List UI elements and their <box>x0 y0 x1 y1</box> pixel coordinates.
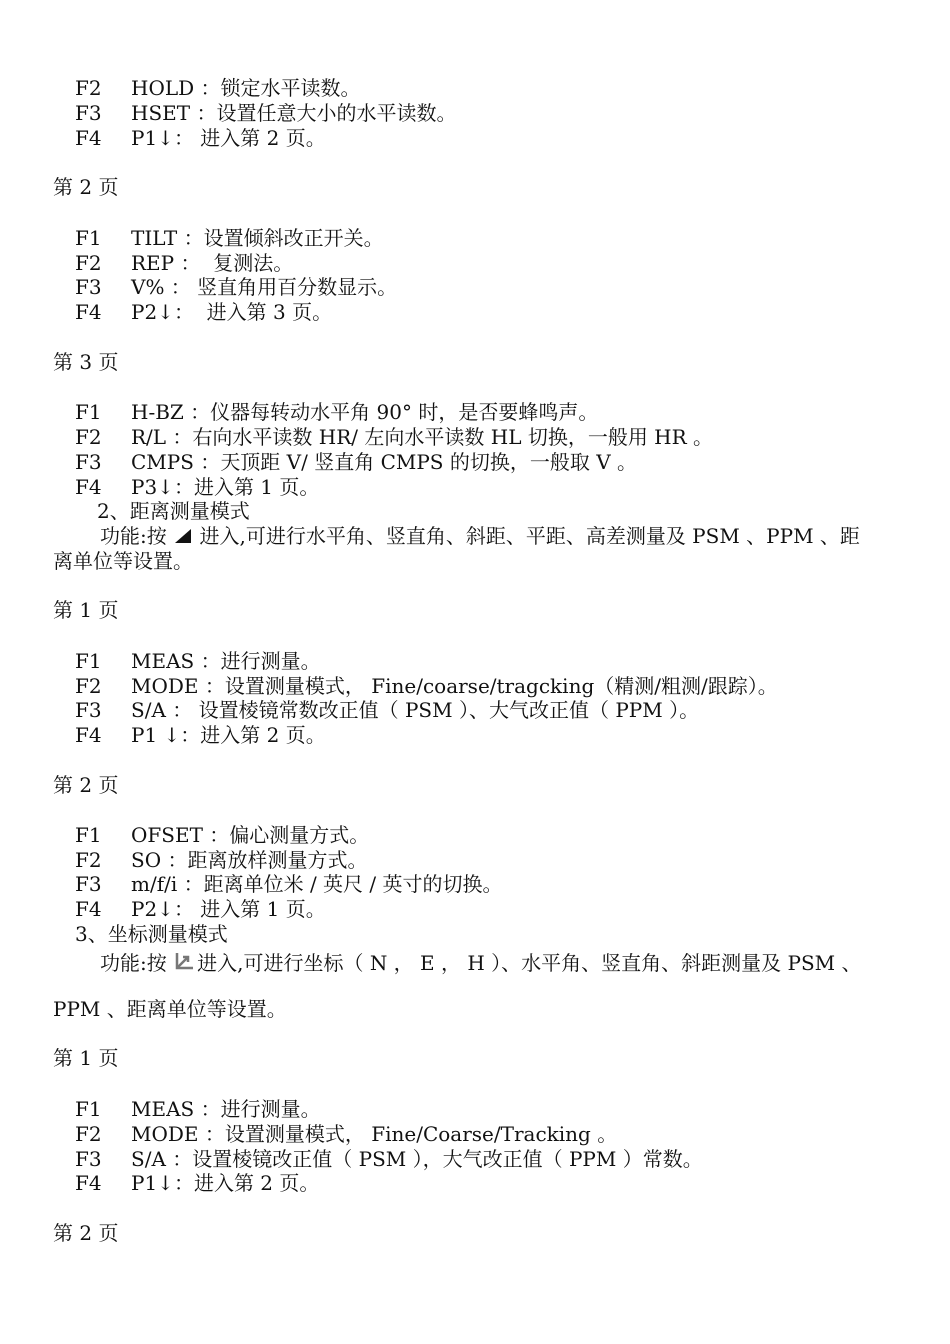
section-paragraph-cont: 离单位等设置。 <box>53 549 193 573</box>
mnemonic: MEAS <box>131 649 195 673</box>
mnemonic: P3↓ <box>131 475 174 499</box>
mnemonic: R/L <box>131 425 167 449</box>
section-title: 3、坐标测量模式 <box>75 922 228 946</box>
list-item <box>75 872 503 896</box>
mnemonic: HOLD <box>131 76 195 100</box>
list-item <box>75 1122 617 1146</box>
key-label: F1 <box>75 1097 102 1121</box>
key-label: F2 <box>75 425 102 449</box>
description: 进入第 1 页。 <box>193 897 326 921</box>
key-label: F2 <box>75 76 102 100</box>
key-label: F4 <box>75 1171 102 1195</box>
description: 设置棱镜改正值（ PSM ），大气改正值（ PPM ）常数。 <box>192 1147 703 1171</box>
list-item <box>75 400 598 424</box>
key-label: F3 <box>75 872 102 896</box>
key-label: F3 <box>75 1147 102 1171</box>
separator: ： <box>173 475 194 499</box>
key-label: F3 <box>75 101 102 125</box>
list-item <box>75 1171 319 1195</box>
key-label: F1 <box>75 649 102 673</box>
key-label: F1 <box>75 226 102 250</box>
key-label: F3 <box>75 275 102 299</box>
separator: ： <box>174 251 201 275</box>
separator: ： <box>194 1097 221 1121</box>
separator: ： <box>194 649 221 673</box>
key-label: F2 <box>75 1122 102 1146</box>
list-item <box>75 897 326 921</box>
description: 设置倾斜改正开关。 <box>203 226 384 250</box>
page-heading: 第 2 页 <box>53 1221 119 1245</box>
key-label: F1 <box>75 823 102 847</box>
mnemonic: V% <box>131 275 165 299</box>
mnemonic: S/A <box>131 1147 166 1171</box>
page-heading: 第 1 页 <box>53 598 119 622</box>
description: 进入第 2 页。 <box>193 1171 320 1195</box>
mnemonic: P1 ↓ <box>131 723 181 747</box>
list-item <box>75 76 361 100</box>
list-item <box>75 674 778 698</box>
list-item <box>75 1097 321 1121</box>
list-item <box>75 723 326 747</box>
list-item <box>75 649 321 673</box>
separator: ： <box>194 76 221 100</box>
description: 进入第 3 页。 <box>193 300 333 324</box>
mnemonic: S/A <box>131 698 166 722</box>
key-label: F4 <box>75 475 102 499</box>
separator: ： <box>164 275 191 299</box>
separator: ： <box>166 425 193 449</box>
description: 复测法。 <box>200 251 294 275</box>
description: 右向水平读数 HR/ 左向水平读数 HL 切换，一般用 HR 。 <box>192 425 714 449</box>
key-label: F2 <box>75 848 102 872</box>
key-label: F1 <box>75 400 102 424</box>
list-item <box>75 300 332 324</box>
mnemonic: H-BZ <box>131 400 184 424</box>
separator: ： <box>183 400 211 424</box>
mnemonic: SO <box>131 848 162 872</box>
description: 距离单位米 / 英尺 / 英寸的切换。 <box>203 872 503 896</box>
separator: ： <box>165 1147 193 1171</box>
separator: ： <box>177 872 204 896</box>
section-paragraph <box>100 950 862 975</box>
function-label: 功能:按 <box>100 951 174 975</box>
mnemonic: MEAS <box>131 1097 195 1121</box>
description: 偏心测量方式。 <box>229 823 370 847</box>
description: 设置测量模式， Fine/Coarse/Tracking 。 <box>224 1122 618 1146</box>
separator: ： <box>173 300 194 324</box>
separator: ： <box>180 723 201 747</box>
description: 进行测量。 <box>220 649 321 673</box>
function-text: 进入,可进行坐标（ N ， E ， H ）、水平角、竖直角、斜距测量及 PSM 、 <box>197 951 862 975</box>
list-item <box>75 1147 703 1171</box>
triangle-distance-icon <box>173 527 193 545</box>
mnemonic: P1↓ <box>131 1171 174 1195</box>
key-label: F2 <box>75 674 102 698</box>
list-item <box>75 823 369 847</box>
list-item <box>75 450 637 474</box>
description: 进入第 1 页。 <box>193 475 320 499</box>
separator: ： <box>190 101 217 125</box>
list-item <box>75 475 319 499</box>
mnemonic: CMPS <box>131 450 194 474</box>
list-item <box>75 126 326 150</box>
mnemonic: OFSET <box>131 823 203 847</box>
list-item <box>75 698 699 722</box>
section-paragraph-cont: PPM 、距离单位等设置。 <box>53 997 287 1021</box>
mnemonic: HSET <box>131 101 191 125</box>
description: 进入第 2 页。 <box>193 126 326 150</box>
description: 设置任意大小的水平读数。 <box>216 101 457 125</box>
key-label: F3 <box>75 450 102 474</box>
description: 仪器每转动水平角 90° 时，是否要蜂鸣声。 <box>210 400 599 424</box>
list-item <box>75 275 397 299</box>
mnemonic: REP <box>131 251 175 275</box>
separator: ： <box>198 674 225 698</box>
function-label: 功能:按 <box>100 524 174 548</box>
list-item <box>75 848 367 872</box>
page-heading: 第 1 页 <box>53 1046 119 1070</box>
description: 竖直角用百分数显示。 <box>190 275 398 299</box>
function-text: 进入,可进行水平角、竖直角、斜距、平距、高差测量及 PSM 、PPM 、距 <box>193 524 860 548</box>
page-heading: 第 2 页 <box>53 175 119 199</box>
section-paragraph <box>100 524 860 548</box>
description: 进行测量。 <box>220 1097 321 1121</box>
list-item <box>75 251 293 275</box>
description: 锁定水平读数。 <box>220 76 361 100</box>
description: 设置测量模式， Fine/coarse/tragcking（精测/粗测/跟踪）。 <box>224 674 778 698</box>
separator: ： <box>177 226 204 250</box>
description: 距离放样测量方式。 <box>187 848 368 872</box>
key-label: F4 <box>75 300 102 324</box>
key-label: F4 <box>75 126 102 150</box>
mnemonic: P2↓ <box>131 300 174 324</box>
key-label: F3 <box>75 698 102 722</box>
page-heading: 第 3 页 <box>53 350 119 374</box>
list-item <box>75 101 456 125</box>
page-heading: 第 2 页 <box>53 773 119 797</box>
mnemonic: TILT <box>131 226 178 250</box>
mnemonic: MODE <box>131 674 199 698</box>
description: 天顶距 V/ 竖直角 CMPS 的切换，一般取 V 。 <box>220 450 638 474</box>
description: 进入第 2 页。 <box>200 723 326 747</box>
mnemonic: MODE <box>131 1122 199 1146</box>
separator: ： <box>165 698 193 722</box>
separator: ： <box>202 823 230 847</box>
mnemonic: P1↓ <box>131 126 174 150</box>
separator: ： <box>161 848 188 872</box>
key-label: F4 <box>75 897 102 921</box>
list-item <box>75 226 384 250</box>
section-title: 2、距离测量模式 <box>97 499 250 523</box>
key-label: F4 <box>75 723 102 747</box>
key-label: F2 <box>75 251 102 275</box>
coordinate-key-icon <box>173 950 197 972</box>
separator: ： <box>198 1122 225 1146</box>
separator: ： <box>193 450 221 474</box>
separator: ： <box>173 126 194 150</box>
mnemonic: m/f/i <box>131 872 178 896</box>
separator: ： <box>173 1171 194 1195</box>
separator: ： <box>173 897 194 921</box>
description: 设置棱镜常数改正值（ PSM ）、大气改正值（ PPM ）。 <box>192 698 700 722</box>
mnemonic: P2↓ <box>131 897 174 921</box>
list-item <box>75 425 713 449</box>
